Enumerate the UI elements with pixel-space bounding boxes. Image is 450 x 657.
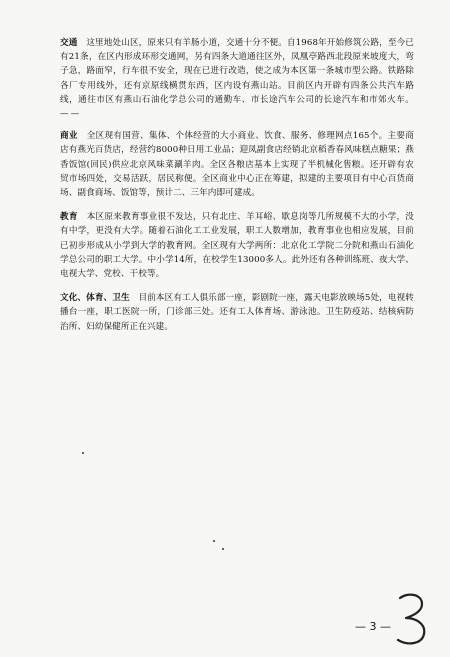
body-text xyxy=(60,36,414,338)
section-text-culture: 目前本区有工人俱乐部一座，影剧院一座，露天电影放映场5处，电视转播台一座，职工医院一所，门诊部三处。还有工人体育场、游泳池。卫生防疫站、结核病防治所、妇幼保健所正在兴建。 xyxy=(60,293,414,332)
section-heading-culture: 文化、体育、卫生 xyxy=(60,293,130,304)
paragraph-transport xyxy=(60,36,414,121)
handwritten-page-number xyxy=(392,590,432,648)
scan-speck xyxy=(82,452,84,454)
section-heading-transport: 交通 xyxy=(60,38,78,48)
trailing-dash: —— xyxy=(60,109,82,120)
scan-speck xyxy=(213,540,215,542)
scan-speck xyxy=(222,548,224,550)
section-heading-education: 教育 xyxy=(60,212,78,223)
section-text-transport: 这里地处山区，原来只有羊肠小道，交通十分不便。自1968年开始修筑公路，至今已有21条，在区内形成环形交通网，另有四条大道通往区外，凤凰亭路西北段原来坡度大，弯子急，路面窄，行车很不安全，现在已进行改造，使之成为本区第一条城市型公路。铁路除各厂专用线外，还有京原线横贯东西，区内设有燕山站。目前区内开辟有四条公共汽车路线，通往市区有燕山石油化学总公司的通勤车、市长途汽车公司的长途汽车和市郊火车。 xyxy=(60,38,414,105)
paragraph-education xyxy=(60,210,414,281)
page-number: — 3 — xyxy=(355,620,391,633)
section-text-education: 本区原来教育事业很不发达，只有北庄、羊耳峪、歇息岗等几所规模不大的小学，没有中学，更没有大学。随着石油化工工业发展，职工人数增加，教育事业也相应发展，目前已初步形成从小学到大学的教育网。全区现有大学两所：北京化工学院二分院和燕山石油化学总公司的职工大学。中小学14所，在校学生13000多人。此外还有各种训练班、夜大学、电视大学、党校、干校等。 xyxy=(60,212,414,280)
section-text-commerce: 全区现有国营、集体、个体经营的大小商业、饮食、服务、修理网点165个。主要商店有燕光百货店，经营约8000种日用工业品；迎凤副食店经销北京稻香春风味糕点糖果；燕香饭馆(回民)供应北京风味菜涮羊肉。全区各粮店基本上实现了半机械化售粮。还开辟有农贸市场四处，交易活跃，居民称便。全区商业中心正在筹建，拟建的主要项目有中心百货商场、副食商场、饭馆等，预计二、三年内即可建成。 xyxy=(60,131,414,199)
paragraph-culture xyxy=(60,291,414,334)
section-heading-commerce: 商业 xyxy=(60,131,78,142)
paragraph-commerce xyxy=(60,129,414,200)
